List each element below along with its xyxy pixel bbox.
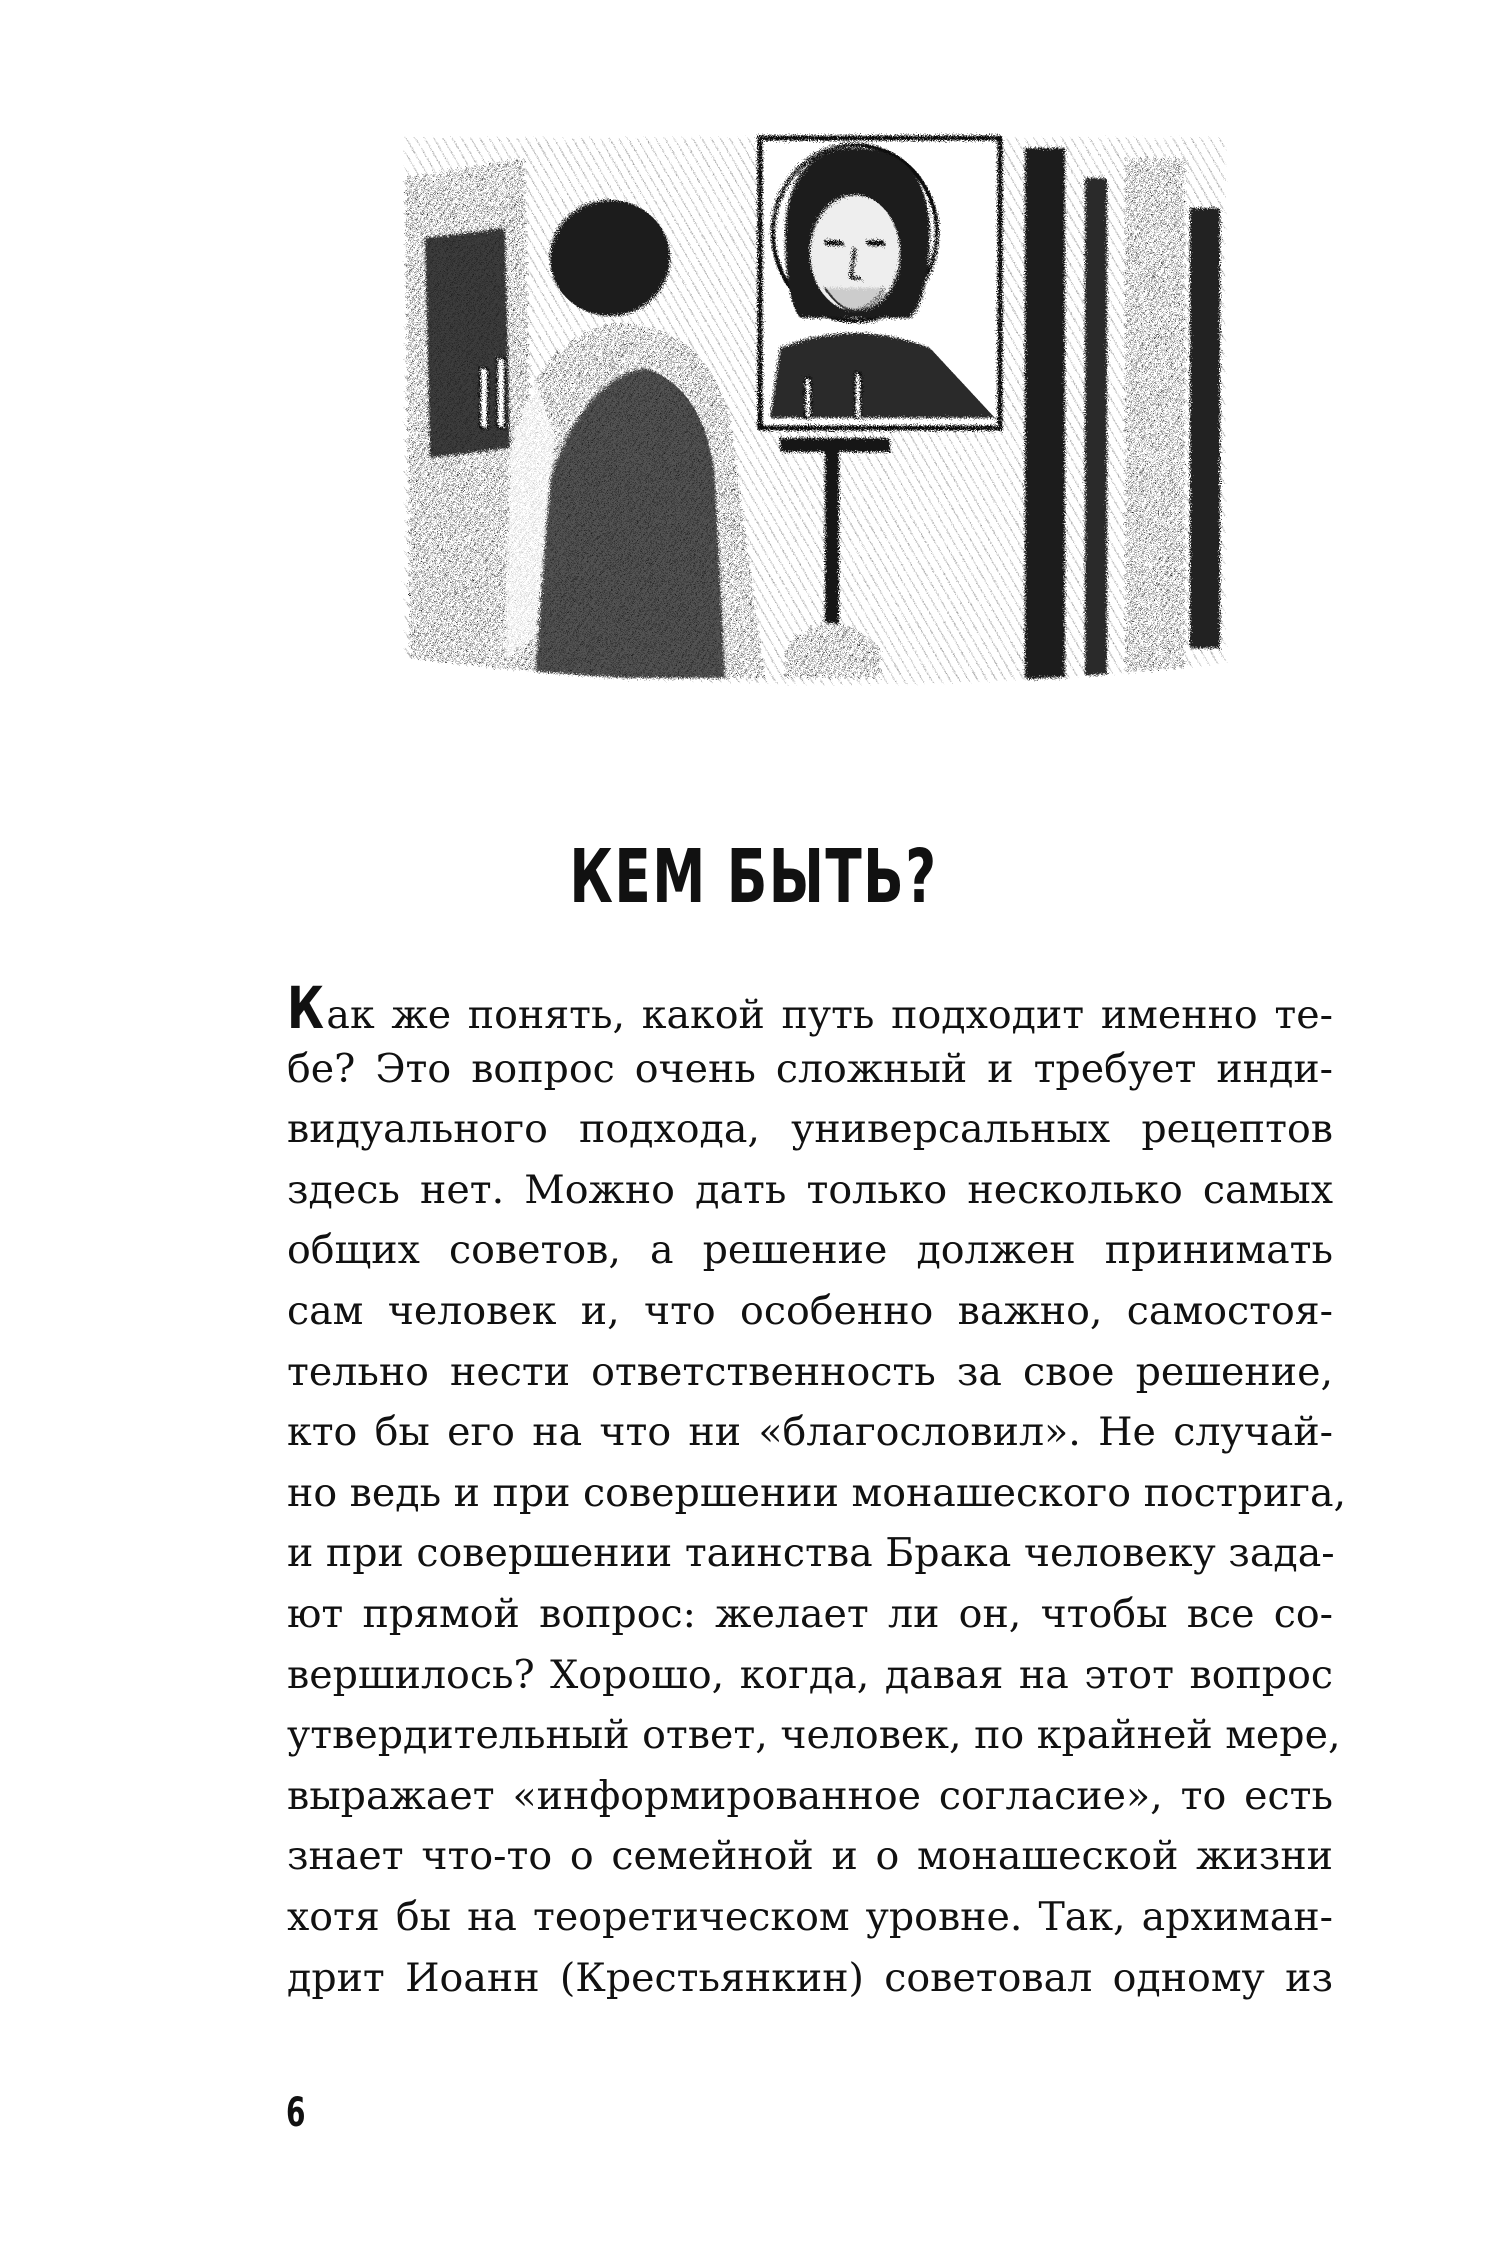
text-line: кто бы его на что ни «благословил». Не случай- <box>287 1409 1333 1456</box>
page-number: 6 <box>286 2090 306 2136</box>
text-line: и при совершении таинства Брака человеку зада- <box>287 1530 1335 1577</box>
text-line: ют прямой вопрос: желает ли он, чтобы все со- <box>287 1590 1333 1637</box>
text-line: но ведь и при совершении монашеского пострига, <box>287 1469 1347 1516</box>
text-line: знает что-то о семейной и о монашеской жизни <box>287 1833 1333 1880</box>
text-line: тельно нести ответственность за свое решение, <box>287 1348 1333 1395</box>
text-line: утвердительный ответ, человек, по крайней мере, <box>287 1712 1341 1759</box>
text-line: видуального подхода, универсальных рецептов <box>287 1106 1333 1153</box>
text-line: выражает «информированное согласие», то есть <box>287 1772 1333 1819</box>
text-line: здесь нет. Можно дать только несколько самых <box>287 1166 1333 1213</box>
text-line-content: ак же понять, какой путь подходит именно те- <box>326 992 1333 1038</box>
text-line <box>287 974 1333 1042</box>
illustration-drawing <box>385 118 1245 708</box>
text-line: бе? Это вопрос очень сложный и требует инди- <box>287 1045 1333 1092</box>
dropcap-letter: К <box>287 974 324 1042</box>
text-line: дрит Иоанн (Крестьянкин) советовал одному из <box>287 1954 1333 2001</box>
text-line: хотя бы на теоретическом уровне. Так, архиман- <box>287 1893 1333 1940</box>
body-text <box>287 974 1347 2008</box>
chapter-title: КЕМ БЫТЬ? <box>569 834 938 920</box>
text-line: сам человек и, что особенно важно, самостоя- <box>287 1287 1333 1334</box>
prayer-scene-illustration <box>385 118 1245 708</box>
text-line: общих советов, а решение должен принимать <box>287 1227 1333 1274</box>
text-line: вершилось? Хорошо, когда, давая на этот вопрос <box>287 1651 1333 1698</box>
